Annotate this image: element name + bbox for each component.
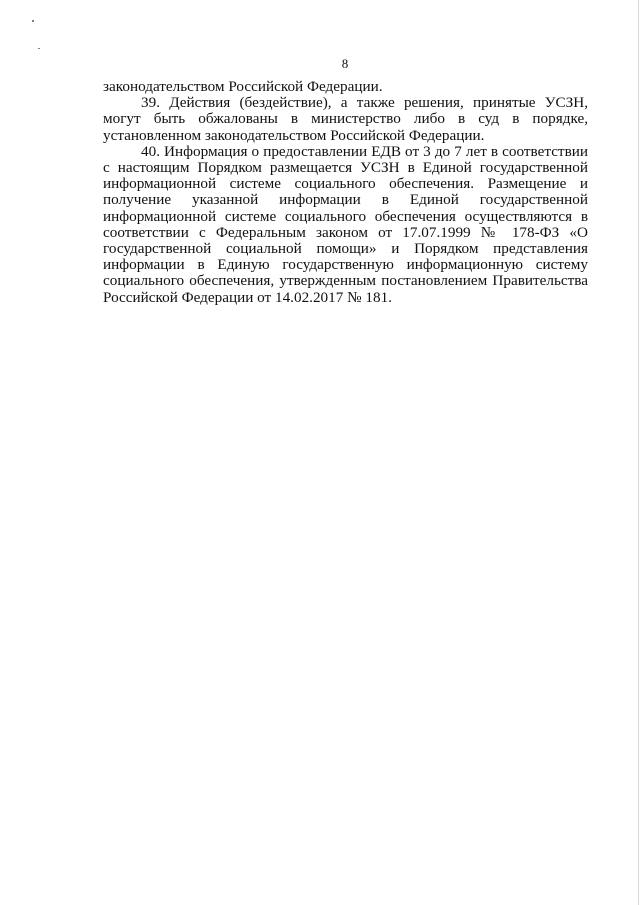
document-body [103, 79, 588, 306]
scan-speck [32, 20, 34, 22]
paragraph-40: 40. Информация о предоставлении ЕДВ от 3 до 7 лет в соответствии с настоящим Порядком размещается УСЗН в Единой государственной информационной системе социального обеспечения. Размещение и получение указанной информации в Единой государственной информационной системе социального обеспечения осуществляются в соответствии с Федеральным законом от 17.07.1999 № 178-ФЗ «О государственной социальной помощи» и Порядком представления информации в Единую государственную информационную систему социального обеспечения, утвержденным постановлением Правительства Российской Федерации от 14.02.2017 № 181. [103, 142, 588, 306]
scan-edge [638, 0, 639, 905]
paragraph-39: 39. Действия (бездействие), а также решения, принятые УСЗН, могут быть обжалованы в министерство либо в суд в порядке, установленном законодательством Российской Федерации. [103, 94, 588, 144]
page-number: 8 [341, 56, 349, 71]
paragraph-continuation: законодательством Российской Федерации. [103, 78, 383, 95]
scan-speck [38, 48, 40, 49]
